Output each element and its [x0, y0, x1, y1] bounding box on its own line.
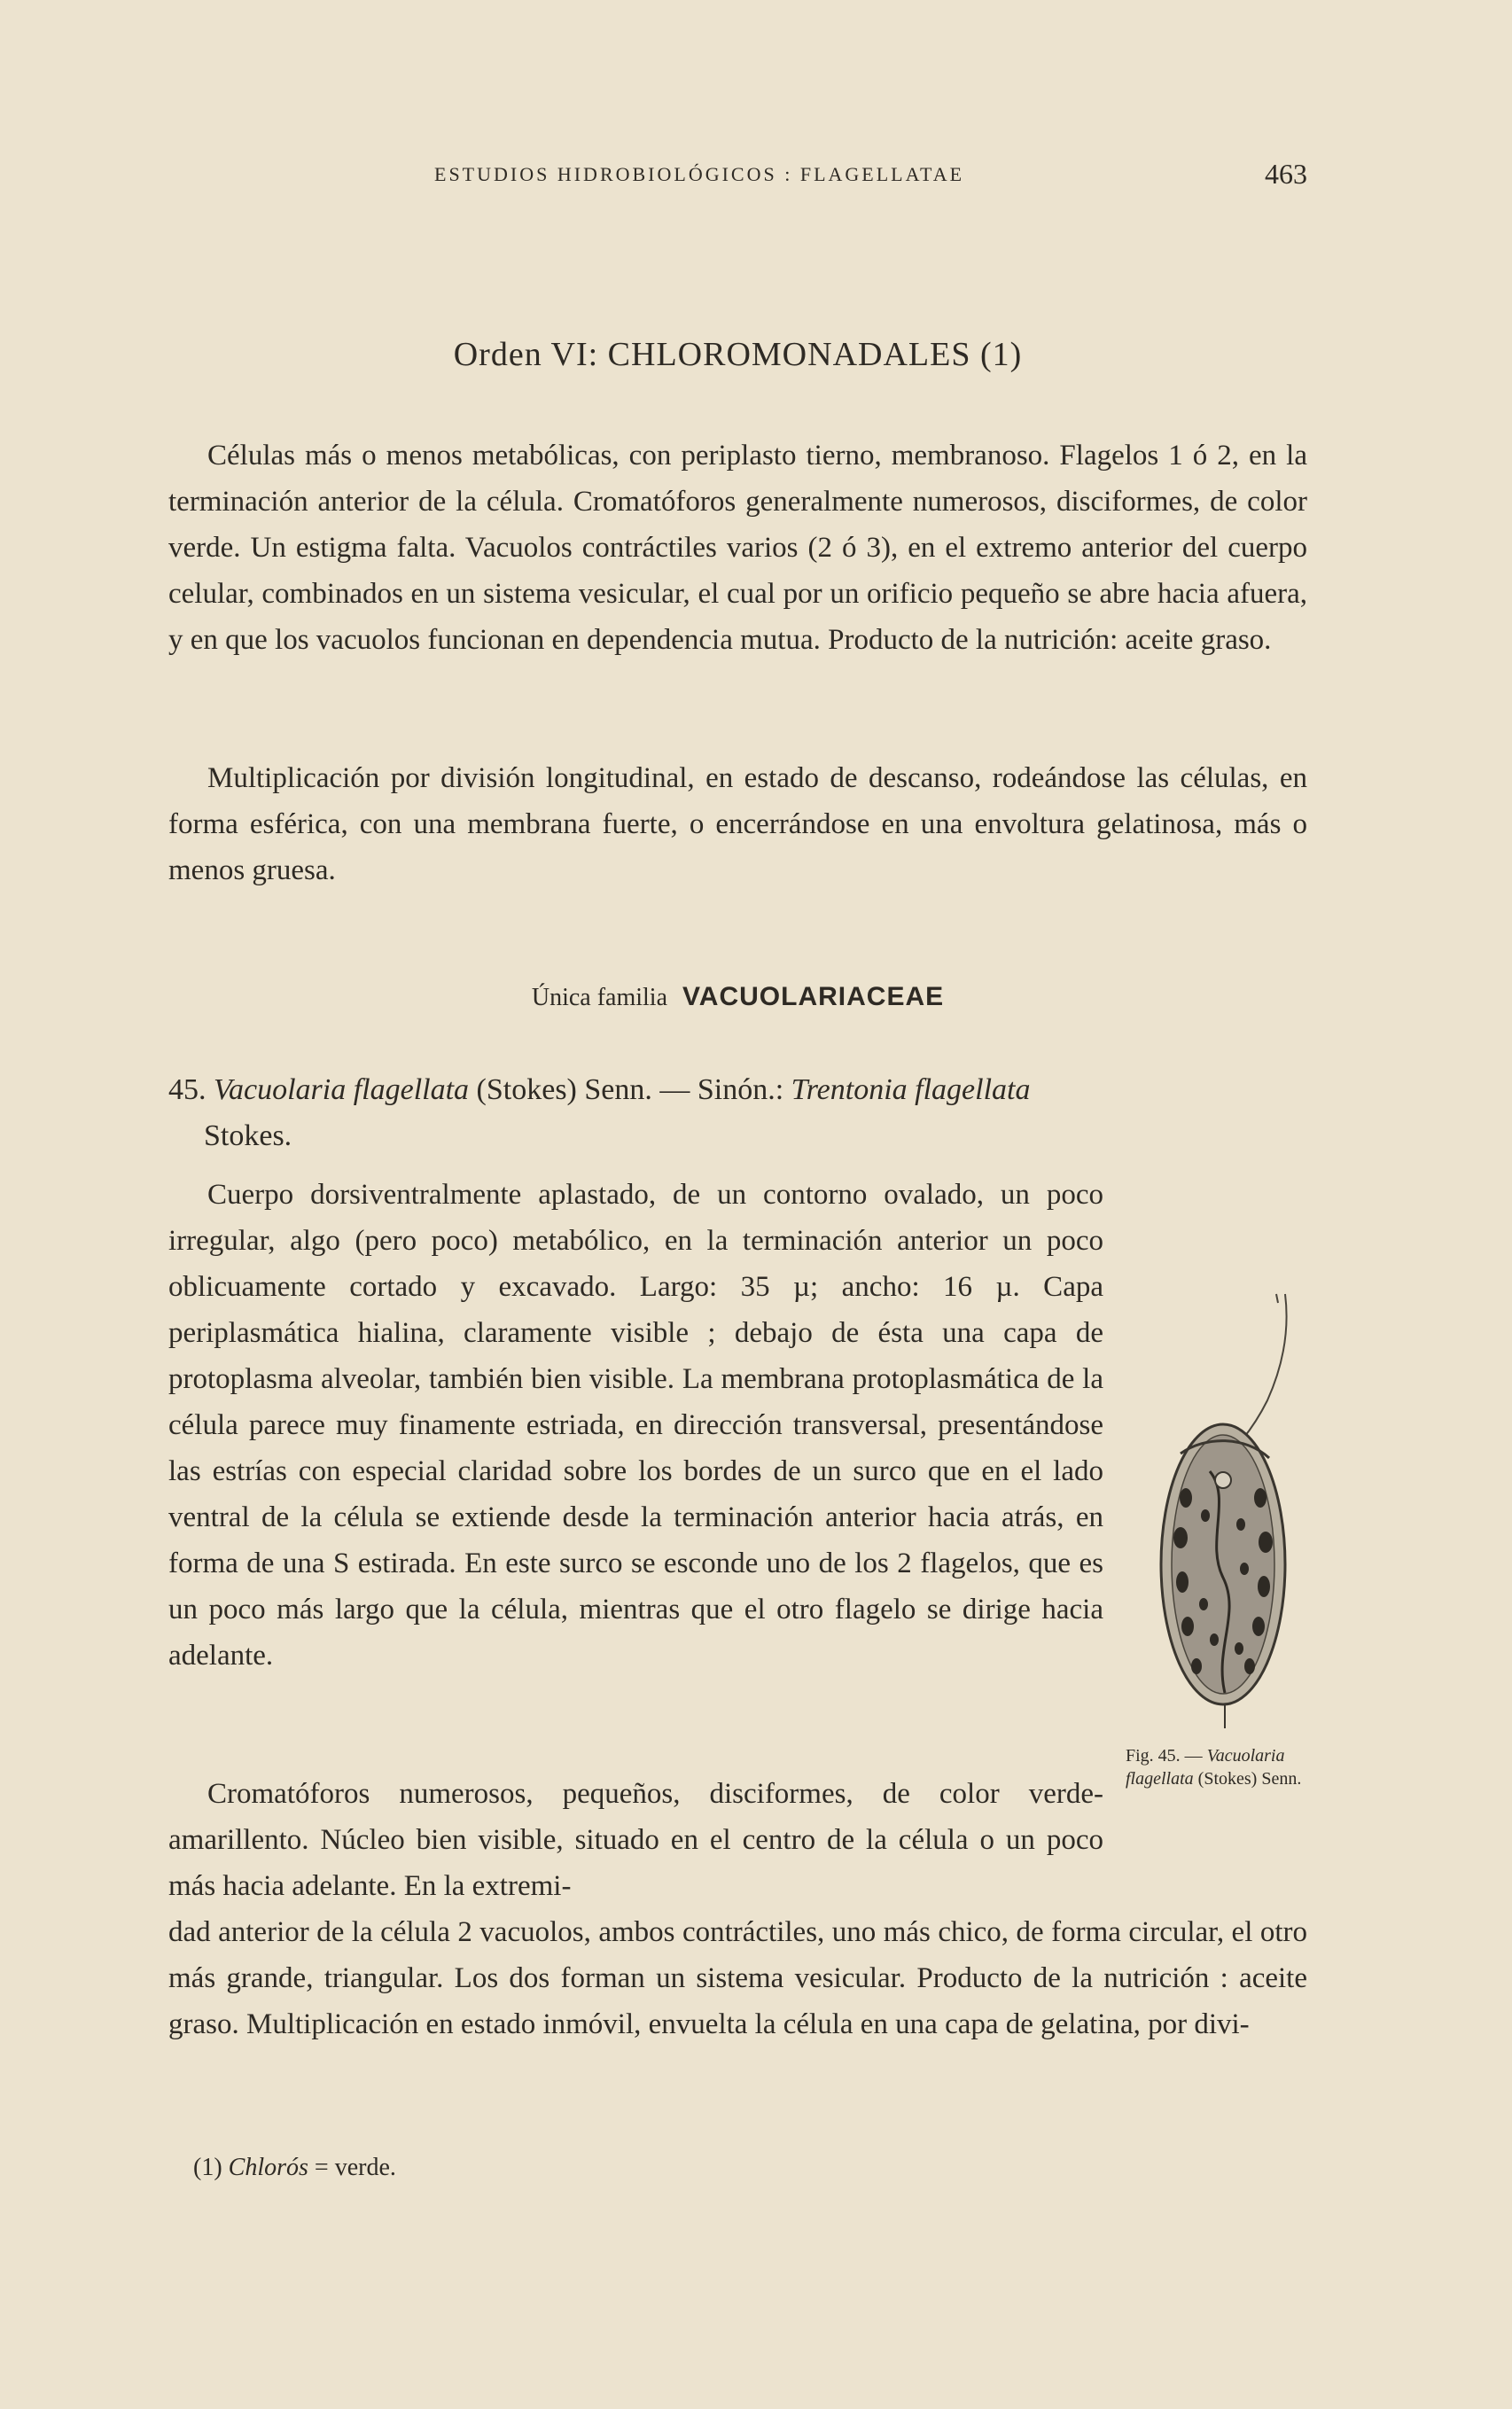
footnote	[193, 2154, 396, 2182]
caption-species: Vacuolaria flagellata	[1126, 1746, 1285, 1789]
species-description-3: dad anterior de la célula 2 vacuolos, ambos contráctiles, uno más chico, de forma circular, el otro más grande, triangular. Los dos forman un sistema vesicular. Producto de la nutrición : aceite graso. Multiplicación en estado inmóvil, envuelta la célula en una capa de gelatina, por divi-	[168, 1916, 1307, 2040]
figure-caption	[1126, 1744, 1321, 1790]
species-authority: (Stokes) Senn. — Sinón.:	[476, 1073, 784, 1106]
running-head: ESTUDIOS HIDROBIOLÓGICOS : FLAGELLATAE	[434, 163, 965, 185]
species-name: Vacuolaria flagellata	[214, 1073, 470, 1106]
caption-authority: (Stokes) Senn.	[1197, 1769, 1302, 1789]
intro-paragraph-1: Células más o menos metabólicas, con periplasto tierno, membranoso. Flagelos 1 ó 2, en la terminación anterior de la célula. Cromatóforos generalmente numerosos, disciformes, de color verde. Un estigma falta. Vacuolos contráctiles varios (2 ó 3), en el extremo anterior del cuerpo celular, combinados en un sistema vesicular, el cual por un orificio pequeño se abre hacia afuera, y en que los vacuolos funcionan en dependencia mutua. Producto de la nutrición: aceite graso.	[168, 440, 1307, 656]
species-number: 45.	[168, 1073, 207, 1106]
footnote-term: Chlorós	[228, 2154, 308, 2181]
caption-prefix: Fig. 45. —	[1126, 1746, 1203, 1766]
species-description-2: Cromatóforos numerosos, pequeños, disciformes, de color verde-amarillento. Núcleo bien visible, situado en el centro de la célula o un poco más hacia adelante. En la extremi-	[168, 1778, 1103, 1902]
species-entry	[168, 1067, 1307, 1159]
vacuolaria-figure	[1126, 1276, 1329, 1773]
footnote-marker: (1)	[193, 2154, 222, 2181]
footnote-definition: = verde.	[314, 2154, 396, 2181]
family-prefix: Única familia	[531, 984, 668, 1011]
species-synonym: Trentonia flagellata	[791, 1073, 1031, 1106]
family-heading	[168, 982, 1307, 1012]
order-title: Orden VI: CHLOROMONADALES (1)	[453, 336, 1023, 373]
species-description-1: Cuerpo dorsiventralmente aplastado, de un contorno ovalado, un poco irregular, algo (pero poco) metabólico, en la terminación anterior un poco oblicuamente cortado y excavado. Largo: 35 µ; ancho: 16 µ. Capa periplasmática hialina, claramente visible ; debajo de ésta una capa de protoplasma alveolar, también bien visible. La membrana protoplasmática de la célula parece muy finamente estriada, en dirección transversal, presentándose las estrías con especial claridad sobre los bordes de un surco que en el lado ventral de la célula se extiende desde la terminación anterior hacia atrás, en forma de una S estirada. En este surco se esconde uno de los 2 flagelos, que es un poco más largo que la célula, mientras que el otro flagelo se dirige hacia adelante.	[168, 1179, 1103, 1672]
intro-paragraph-2: Multiplicación por división longitudinal, en estado de descanso, rodeándose las células, en forma esférica, con una membrana fuerte, o encerrándose en una envoltura gelatinosa, más o menos gruesa.	[168, 762, 1307, 886]
synonym-authority: Stokes.	[204, 1119, 292, 1152]
page-header	[168, 158, 1307, 197]
page-number: 463	[1265, 158, 1307, 190]
family-name: VACUOLARIACEAE	[682, 982, 945, 1011]
